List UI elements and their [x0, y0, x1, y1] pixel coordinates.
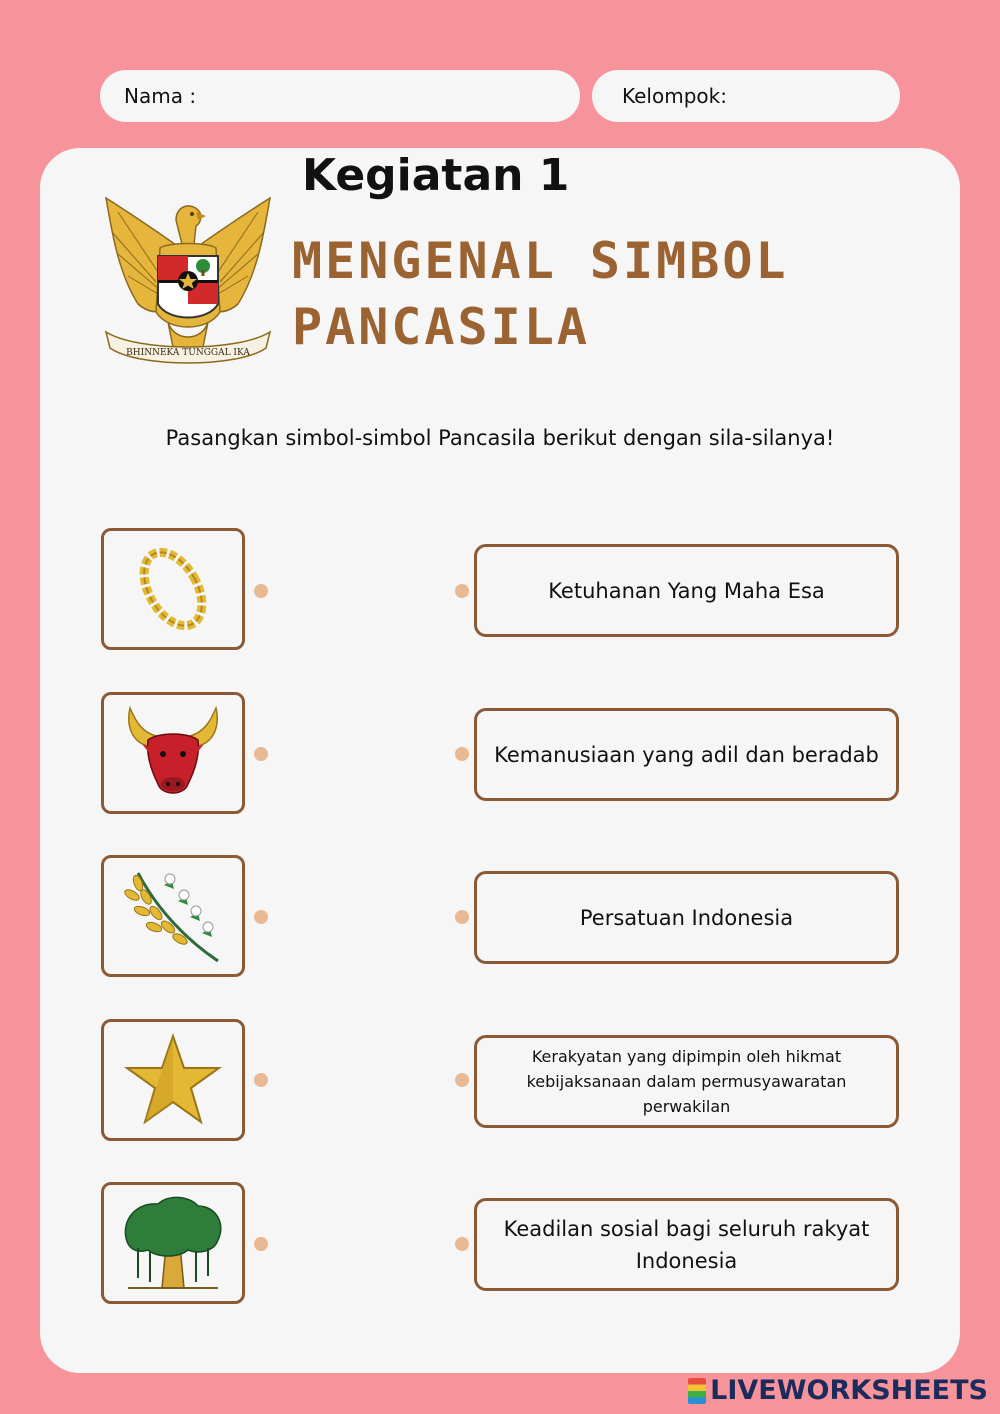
- sila-text: Persatuan Indonesia: [579, 905, 794, 930]
- liveworksheets-icon: [688, 1378, 706, 1404]
- symbol-card-banyan[interactable]: [101, 1182, 245, 1304]
- connector-dot-right[interactable]: [455, 747, 469, 761]
- title-line-2: PANCASILA: [292, 298, 590, 356]
- group-field[interactable]: [592, 70, 900, 122]
- title-line-1: MENGENAL SIMBOL: [292, 232, 789, 290]
- brand-text: LIVEWORKSHEETS: [710, 1375, 988, 1406]
- symbol-card-rice-cotton[interactable]: [101, 855, 245, 977]
- sila-text: Kemanusiaan yang adil dan beradab: [494, 742, 879, 767]
- sila-card-1[interactable]: [474, 544, 899, 637]
- instruction-text: Pasangkan simbol-simbol Pancasila berikut dengan sila-silanya!: [165, 426, 835, 450]
- liveworksheets-logo[interactable]: [688, 1375, 988, 1406]
- connector-dot-left[interactable]: [254, 910, 268, 924]
- name-label: Nama :: [124, 84, 197, 108]
- connector-dot-left[interactable]: [254, 1237, 268, 1251]
- connector-dot-right[interactable]: [455, 584, 469, 598]
- chain-icon: [123, 539, 223, 639]
- name-field[interactable]: [100, 70, 580, 122]
- connector-dot-left[interactable]: [254, 747, 268, 761]
- connector-dot-left[interactable]: [254, 584, 268, 598]
- sila-text: Ketuhanan Yang Maha Esa: [548, 578, 825, 603]
- bull-head-icon: [118, 698, 228, 808]
- connector-dot-right[interactable]: [455, 1237, 469, 1251]
- garuda-emblem-icon: [98, 192, 278, 378]
- sila-text: Keadilan sosial bagi seluruh rakyat Indonesia: [503, 1216, 870, 1273]
- connector-dot-right[interactable]: [455, 910, 469, 924]
- group-label: Kelompok:: [622, 84, 727, 108]
- sila-text: Kerakyatan yang dipimpin oleh hikmat kebijaksanaan dalam permusyawaratan perwakilan: [526, 1047, 847, 1116]
- symbol-card-bull[interactable]: [101, 692, 245, 814]
- connector-dot-left[interactable]: [254, 1073, 268, 1087]
- symbol-card-chain[interactable]: [101, 528, 245, 650]
- sila-card-3[interactable]: [474, 871, 899, 964]
- activity-heading: Kegiatan 1: [302, 150, 570, 201]
- svg-text:BHINNEKA TUNGGAL IKA: BHINNEKA TUNGGAL IKA: [126, 348, 250, 358]
- banyan-tree-icon: [118, 1188, 228, 1298]
- rice-cotton-icon: [118, 861, 228, 971]
- sila-card-2[interactable]: [474, 708, 899, 801]
- sila-card-5[interactable]: [474, 1198, 899, 1291]
- star-icon: [123, 1030, 223, 1130]
- connector-dot-right[interactable]: [455, 1073, 469, 1087]
- activity-title: [292, 228, 789, 360]
- symbol-card-star[interactable]: [101, 1019, 245, 1141]
- sila-card-4[interactable]: [474, 1035, 899, 1128]
